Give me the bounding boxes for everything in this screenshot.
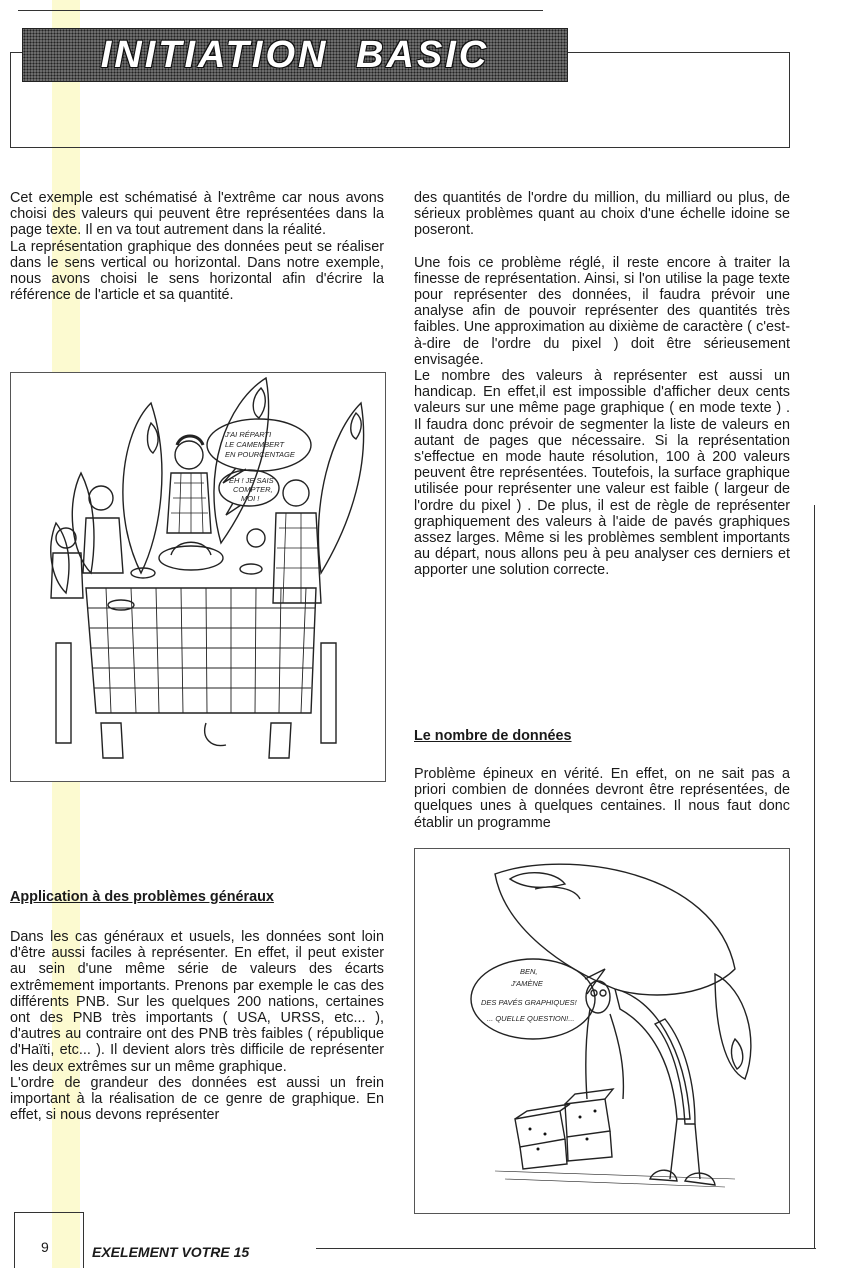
cartoon-paves: [414, 848, 790, 1214]
bubble-text: BEN,: [520, 967, 538, 976]
paragraph: Dans les cas généraux et usuels, les données sont loin d'être aussi faciles à représenter. En effet, il peut exister au sein d'une même série de valeurs des écarts extrêmement importants. Prenons par exemple le cas des différents PNB. Sur les quelques 200 nations, certaines ont des PNB très importants ( USA, URSS, etc... ), d'autres au contraire ont des PNB très faibles ( république d'Haïti, etc... ). Il devient alors très difficile de représenter les deux extrêmes sur un même graphique.: [10, 929, 384, 1075]
top-rule: [18, 10, 543, 11]
paragraph: La représentation graphique des données peut se réaliser dans le sens vertical ou horizontal. Dans notre exemple, nous avons choisi le sens horizontal afin d'écrire la référence de l'article et sa quantité.: [10, 238, 384, 304]
page-number: 9: [41, 1239, 49, 1255]
paragraph: Problème épineux en vérité. En effet, on ne sait pas a priori combien de données devront être représentées, de quelques unes à quelques centaines. Il nous faut donc établir un programme: [414, 766, 790, 831]
bubble-text: ... QUELLE QUESTION!...: [487, 1014, 575, 1023]
bubble-text: DES PAVÉS GRAPHIQUES!: [481, 998, 577, 1007]
cartoon-camembert: [10, 372, 386, 782]
bubble-text: EH ! JE SAIS: [229, 476, 274, 485]
right-column-rule: [814, 505, 815, 1248]
bubble-text: LE CAMEMBERT: [225, 440, 285, 449]
left-intro-text: [10, 190, 384, 303]
paragraph: Le nombre des valeurs à représenter est aussi un handicap. En effet,il est impossible d'afficher deux cents valeurs sur une même page graphique ( en mode texte ) . Il faudra donc prévoir de segmenter la liste de valeurs en autant de pages que nécessaire. Si la représentation s'effectue en mode haute résolution, 100 à 200 valeurs peuvent être représentées. Toutefois, la surface graphique utilisée pour représenter une valeur est faible ( largeur de l'ordre du pixel ) . De plus, il est de règle de représenter graphiquement des valeurs à l'aide de pavés graphiques assez larges. Même si les problèmes semblent importants au départ, nous allons peu à peu analyser ces derniers et apporter une solution correcte.: [414, 368, 790, 579]
bubble-text: MOI !: [241, 494, 260, 503]
magazine-title: EXELEMENT VOTRE 15: [92, 1244, 250, 1260]
right-column-text: [414, 190, 790, 579]
bubble-text: J'AMÈNE: [511, 979, 543, 988]
left-section-text: [10, 929, 384, 1123]
cartoon-paves-drawing: [415, 849, 789, 1213]
section-heading-nombre: Le nombre de données: [414, 728, 572, 744]
bubble-text: EN POURCENTAGE: [225, 450, 295, 459]
paragraph: Cet exemple est schématisé à l'extrême car nous avons choisi des valeurs qui peuvent être représentées dans la page texte. Il en va tout autrement dans la réalité.: [10, 190, 384, 239]
page-number-box: [14, 1212, 84, 1268]
paragraph: L'ordre de grandeur des données est aussi un frein important à la réalisation de ce genre de graphique. En effet, si nous devons représenter: [10, 1074, 384, 1124]
right-section-text: [414, 766, 790, 831]
title-banner: [22, 28, 568, 82]
section-heading-application: Application à des problèmes généraux: [10, 889, 274, 905]
cartoon-camembert-drawing: [11, 373, 385, 781]
paragraph: Une fois ce problème réglé, il reste encore à traiter la finesse de représentation. Ainsi, si l'on utilise la page texte pour représenter des données, il faudra prévoir une analyse afin de pouvoir représenter des quantités très faibles. Une approximation au dixième de caractère ( c'est-à-dire de l'ordre du pixel ) doit être sérieusement envisagée.: [414, 254, 790, 368]
footer-rule: [316, 1248, 816, 1249]
page-title: INITIATION BASIC: [100, 33, 490, 76]
bubble-text: COMPTER,: [233, 485, 273, 494]
bubble-text: J'AI RÉPARTI: [225, 430, 272, 439]
paragraph: des quantités de l'ordre du million, du milliard ou plus, de sérieux problèmes quant au choix d'une échelle idoine se poseront.: [414, 190, 790, 239]
